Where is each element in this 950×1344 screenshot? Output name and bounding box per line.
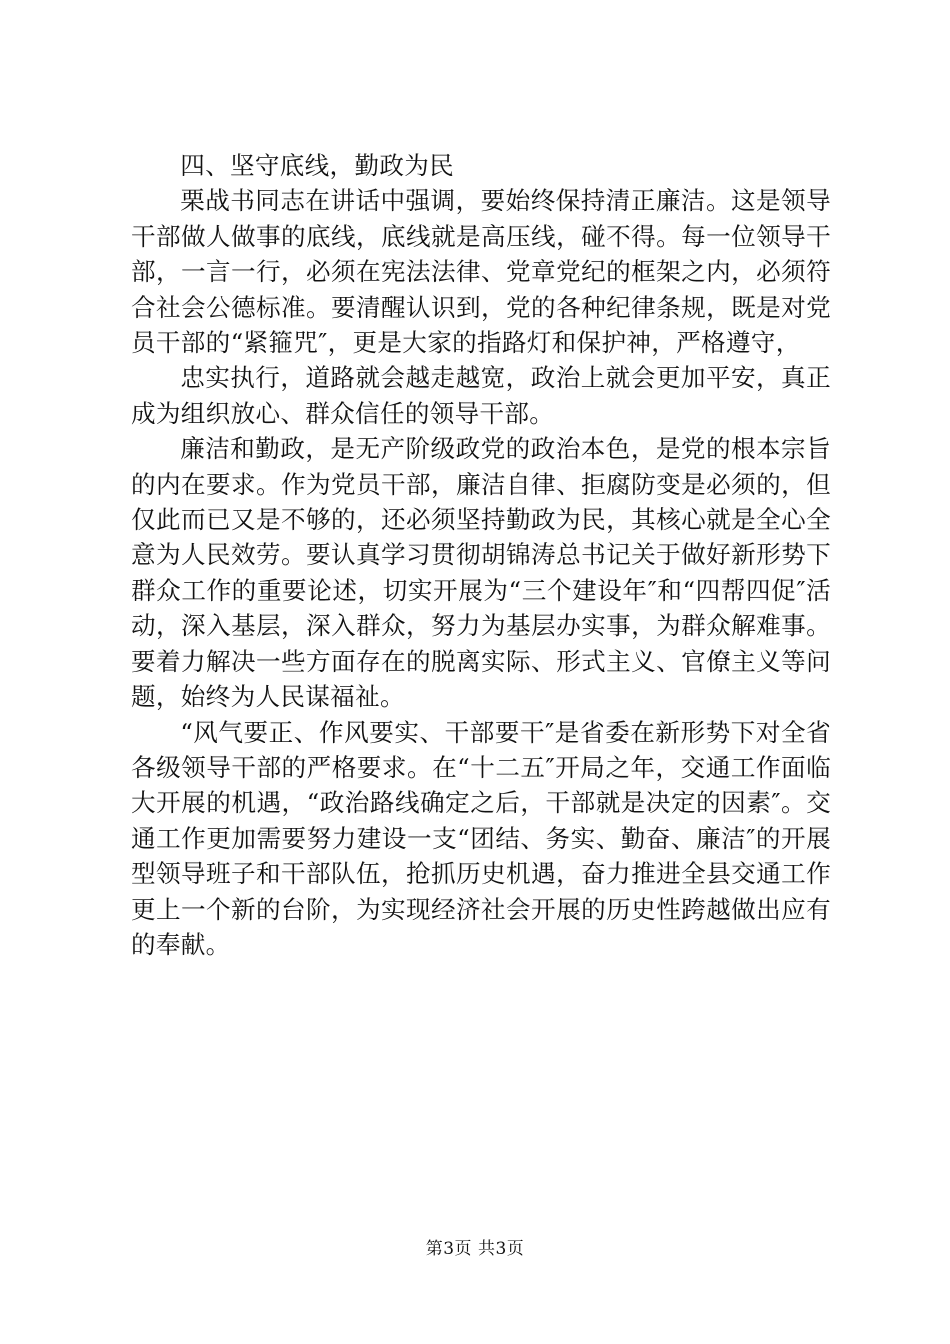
page-number: 第3页 共3页 [425, 1239, 525, 1259]
paragraph: 栗战书同志在讲话中强调，要始终保持清正廉洁。这是领导干部做人做事的底线，底线就是高压线，碰不得。每一位领导干部，一言一行，必须在宪法法律、党章党纪的框架之内，必须符合社会公德标准。要清醒认识到，党的各种纪律条规，既是对党员干部的“紧箍咒″，更是大家的指路灯和保护神，严格遵守， [131, 186, 831, 358]
paragraph: 廉洁和勤政，是无产阶级政党的政治本色，是党的根本宗旨的内在要求。作为党员干部，廉洁自律、拒腐防变是必须的，但仅此而已又是不够的，还必须坚持勤政为民，其核心就是全心全意为人民效劳。要认真学习贯彻胡锦涛总书记关于做好新形势下群众工作的重要论述，切实开展为“三个建设年″和“四帮四促″活动，深入基层，深入群众，努力为基层办实事，为群众解难事。要着力解决一些方面存在的脱离实际、形式主义、官僚主义等问题，始终为人民谋福祉。 [131, 434, 831, 712]
paragraph: 忠实执行，道路就会越走越宽，政治上就会更加平安，真正成为组织放心、群众信任的领导干部。 [131, 363, 831, 428]
page-footer [0, 1238, 950, 1260]
paragraph: “风气要正、作风要实、干部要干″是省委在新形势下对全省各级领导干部的严格要求。在“十二五″开局之年，交通工作面临大开展的机遇，“政治路线确定之后，干部就是决定的因素″。交通工作更加需要努力建设一支“团结、务实、勤奋、廉洁″的开展型领导班子和干部队伍，抢抓历史机遇，奋力推进全县交通工作更上一个新的台阶，为实现经济社会开展的历史性跨越做出应有的奉献。 [131, 717, 831, 959]
document-body [131, 148, 831, 962]
section-heading: 四、坚守底线，勤政为民 [180, 151, 455, 180]
